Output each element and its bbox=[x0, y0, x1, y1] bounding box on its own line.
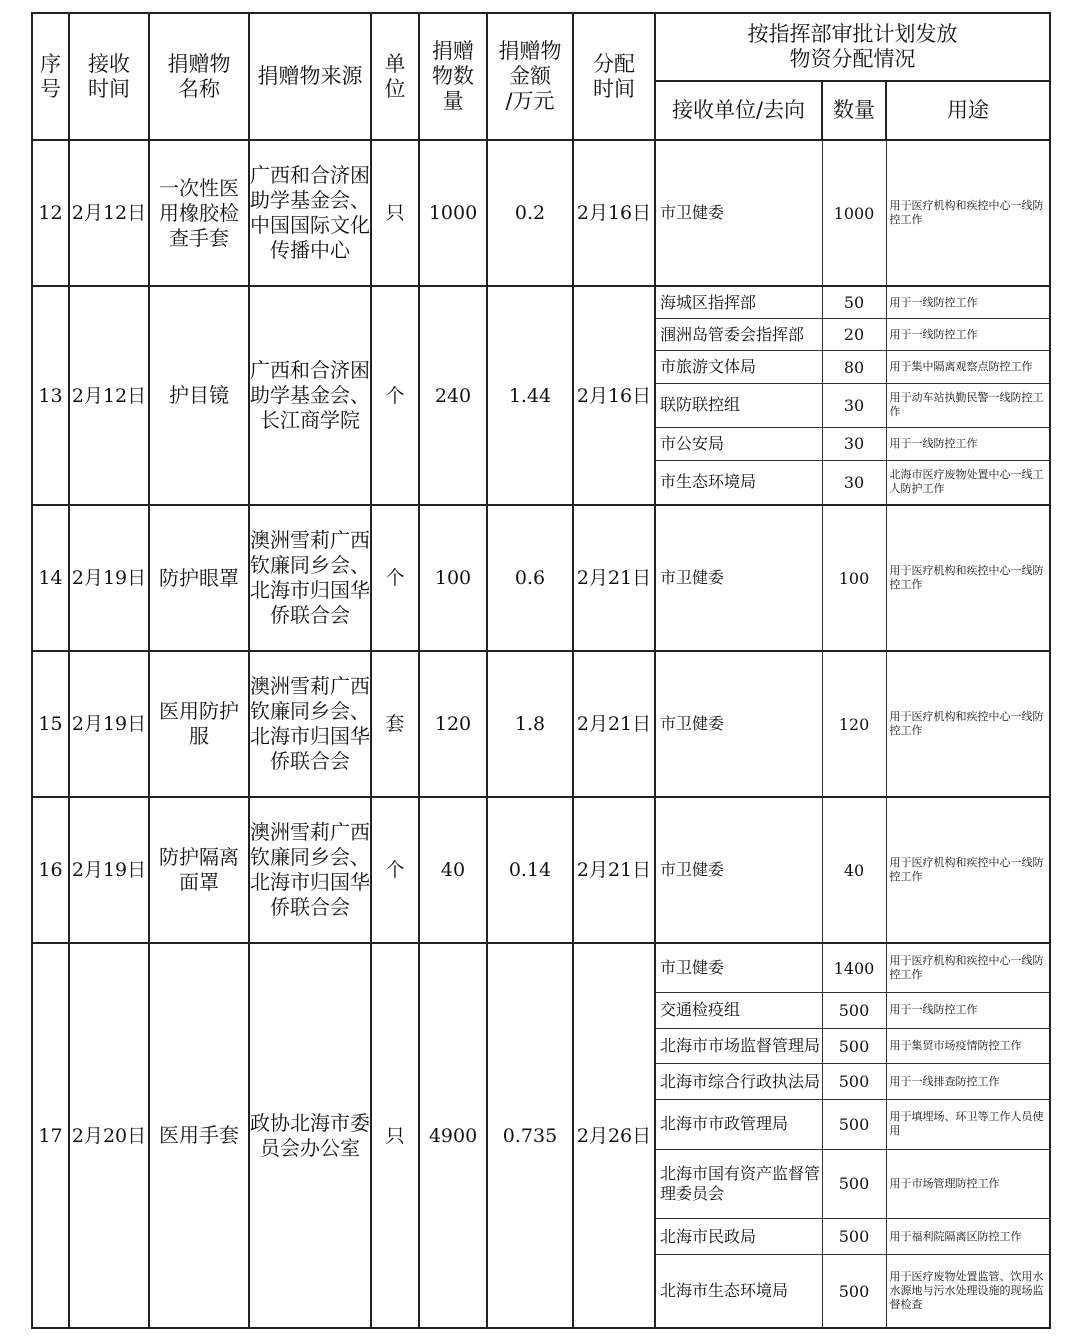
distribution-row bbox=[656, 944, 1049, 993]
recipient-cell: 涠洲岛管委会指挥部 bbox=[656, 319, 822, 351]
item-name-cell: 医用手套 bbox=[149, 943, 249, 1328]
distribution-row bbox=[656, 428, 1049, 460]
distribution-row bbox=[656, 141, 1049, 285]
purpose-cell: 用于一线防控工作 bbox=[886, 428, 1049, 460]
recipient-cell: 北海市综合行政执法局 bbox=[656, 1064, 822, 1100]
dist-qty-cell: 50 bbox=[822, 287, 886, 319]
item-name-cell: 防护眼罩 bbox=[149, 505, 249, 651]
distribution-row bbox=[656, 1100, 1049, 1149]
item-name-cell: 医用防护服 bbox=[149, 651, 249, 797]
dist-qty-cell: 500 bbox=[822, 993, 886, 1029]
table-row bbox=[32, 286, 1050, 505]
purpose-cell: 用于医疗废物处置监管、饮用水水源地与污水处理设施的现场监督检查 bbox=[889, 1270, 1044, 1312]
purpose-cell: 用于一线排查防控工作 bbox=[886, 1064, 1049, 1100]
dist-qty-cell: 30 bbox=[822, 428, 886, 460]
table-row bbox=[32, 797, 1050, 943]
dist-qty-cell: 30 bbox=[822, 460, 886, 504]
header-alloc-time: 分配 时间 bbox=[573, 13, 655, 140]
distribution-cell bbox=[655, 140, 1050, 286]
alloc-time-cell: 2月21日 bbox=[573, 651, 655, 797]
table-row bbox=[32, 140, 1050, 286]
header-recipient: 接收单位/去向 bbox=[656, 81, 822, 139]
table-row bbox=[32, 943, 1050, 1328]
recipient-cell: 市旅游文体局 bbox=[656, 351, 822, 383]
dist-qty-cell: 1400 bbox=[822, 944, 886, 993]
header-distribution bbox=[655, 13, 1050, 140]
dist-qty-cell: 500 bbox=[822, 1064, 886, 1100]
amount-cell: 0.2 bbox=[487, 140, 573, 286]
distribution-cell bbox=[655, 943, 1050, 1328]
header-row bbox=[32, 13, 1050, 140]
receive-time-cell: 2月19日 bbox=[69, 797, 149, 943]
purpose-cell: 用于医疗机构和疾控中心一线防控工作 bbox=[889, 856, 1044, 883]
header-unit: 单 位 bbox=[371, 13, 419, 140]
source-cell: 政协北海市委员会办公室 bbox=[249, 943, 371, 1328]
receive-time-cell: 2月19日 bbox=[69, 651, 149, 797]
quantity-cell: 240 bbox=[419, 286, 487, 505]
distribution-row bbox=[656, 351, 1049, 383]
distribution-row bbox=[656, 652, 1049, 796]
dist-qty-cell: 500 bbox=[822, 1219, 886, 1255]
amount-cell: 1.8 bbox=[487, 651, 573, 797]
purpose-cell: 用于填埋场、环卫等工作人员使用 bbox=[886, 1100, 1049, 1149]
alloc-time-cell: 2月16日 bbox=[573, 140, 655, 286]
distribution-row bbox=[656, 460, 1049, 504]
dist-qty-cell: 1000 bbox=[822, 141, 886, 285]
distribution-row bbox=[656, 1219, 1049, 1255]
seq-cell: 12 bbox=[32, 140, 69, 286]
recipient-cell: 联防联控组 bbox=[656, 383, 822, 428]
recipient-cell: 北海市国有资产监督管理委员会 bbox=[656, 1149, 822, 1219]
alloc-time-cell: 2月26日 bbox=[573, 943, 655, 1328]
header-source: 捐赠物来源 bbox=[249, 13, 371, 140]
source-cell: 广西和合济困助学基金会、中国国际文化传播中心 bbox=[249, 140, 371, 286]
dist-qty-cell: 30 bbox=[822, 383, 886, 428]
receive-time-cell: 2月20日 bbox=[69, 943, 149, 1328]
unit-cell: 个 bbox=[371, 286, 419, 505]
table-row bbox=[32, 505, 1050, 651]
dist-qty-cell: 40 bbox=[822, 798, 886, 942]
unit-cell: 个 bbox=[371, 797, 419, 943]
purpose-cell: 用于医疗机构和疾控中心一线防控工作 bbox=[889, 199, 1044, 226]
recipient-cell: 市卫健委 bbox=[656, 141, 822, 285]
distribution-row bbox=[656, 287, 1049, 319]
quantity-cell: 120 bbox=[419, 651, 487, 797]
item-name-cell: 防护隔离面罩 bbox=[149, 797, 249, 943]
distribution-row bbox=[656, 506, 1049, 650]
dist-qty-cell: 500 bbox=[822, 1255, 886, 1327]
header-purpose: 用途 bbox=[947, 98, 989, 122]
amount-cell: 0.735 bbox=[487, 943, 573, 1328]
receive-time-cell: 2月19日 bbox=[69, 505, 149, 651]
distribution-row bbox=[656, 798, 1049, 942]
purpose-cell: 用于医疗机构和疾控中心一线防控工作 bbox=[889, 710, 1044, 737]
distribution-row bbox=[656, 993, 1049, 1029]
unit-cell: 只 bbox=[371, 140, 419, 286]
dist-qty-cell: 500 bbox=[822, 1028, 886, 1064]
dist-qty-cell: 500 bbox=[822, 1100, 886, 1149]
recipient-cell: 市卫健委 bbox=[656, 944, 822, 993]
distribution-cell bbox=[655, 286, 1050, 505]
amount-cell: 0.14 bbox=[487, 797, 573, 943]
purpose-cell: 用于福利院隔离区防控工作 bbox=[886, 1219, 1049, 1255]
recipient-cell: 市卫健委 bbox=[656, 506, 822, 650]
recipient-cell: 北海市市政管理局 bbox=[656, 1100, 822, 1149]
item-name-cell: 护目镜 bbox=[149, 286, 249, 505]
dist-qty-cell: 120 bbox=[822, 652, 886, 796]
purpose-cell: 用于集贸市场疫情防控工作 bbox=[886, 1028, 1049, 1064]
source-cell: 澳洲雪莉广西钦廉同乡会、北海市归国华侨联合会 bbox=[249, 797, 371, 943]
dist-qty-cell: 20 bbox=[822, 319, 886, 351]
dist-qty-cell: 80 bbox=[822, 351, 886, 383]
header-dist-qty: 数量 bbox=[822, 81, 886, 139]
unit-cell: 套 bbox=[371, 651, 419, 797]
distribution-cell bbox=[655, 505, 1050, 651]
distribution-cell bbox=[655, 651, 1050, 797]
quantity-cell: 40 bbox=[419, 797, 487, 943]
quantity-cell: 100 bbox=[419, 505, 487, 651]
recipient-cell: 北海市市场监督管理局 bbox=[656, 1028, 822, 1064]
receive-time-cell: 2月12日 bbox=[69, 140, 149, 286]
source-cell: 澳洲雪莉广西钦廉同乡会、北海市归国华侨联合会 bbox=[249, 651, 371, 797]
recipient-cell: 市卫健委 bbox=[656, 798, 822, 942]
amount-cell: 0.6 bbox=[487, 505, 573, 651]
distribution-row bbox=[656, 383, 1049, 428]
header-amount: 捐赠物 金额 /万元 bbox=[487, 13, 573, 140]
distribution-row bbox=[656, 1255, 1049, 1327]
distribution-row bbox=[656, 319, 1049, 351]
distribution-cell bbox=[655, 797, 1050, 943]
donation-table bbox=[31, 12, 1051, 1329]
distribution-title: 按指挥部审批计划发放 物资分配情况 bbox=[656, 14, 1049, 81]
purpose-cell: 用于一线防控工作 bbox=[886, 993, 1049, 1029]
purpose-cell: 用于医疗机构和疾控中心一线防控工作 bbox=[889, 564, 1044, 591]
source-cell: 广西和合济困助学基金会、长江商学院 bbox=[249, 286, 371, 505]
distribution-row bbox=[656, 1064, 1049, 1100]
distribution-row bbox=[656, 1028, 1049, 1064]
seq-cell: 15 bbox=[32, 651, 69, 797]
recipient-cell: 北海市民政局 bbox=[656, 1219, 822, 1255]
recipient-cell: 海城区指挥部 bbox=[656, 287, 822, 319]
recipient-cell: 市生态环境局 bbox=[656, 460, 822, 504]
dist-qty-cell: 500 bbox=[822, 1149, 886, 1219]
alloc-time-cell: 2月21日 bbox=[573, 797, 655, 943]
recipient-cell: 交通检疫组 bbox=[656, 993, 822, 1029]
alloc-time-cell: 2月21日 bbox=[573, 505, 655, 651]
purpose-cell: 用于市场管理防控工作 bbox=[886, 1149, 1049, 1219]
unit-cell: 只 bbox=[371, 943, 419, 1328]
source-cell: 澳洲雪莉广西钦廉同乡会、北海市归国华侨联合会 bbox=[249, 505, 371, 651]
quantity-cell: 4900 bbox=[419, 943, 487, 1328]
purpose-cell: 用于一线防控工作 bbox=[886, 319, 1049, 351]
seq-cell: 14 bbox=[32, 505, 69, 651]
header-quantity: 捐赠 物数 量 bbox=[419, 13, 487, 140]
amount-cell: 1.44 bbox=[487, 286, 573, 505]
header-item-name: 捐赠物 名称 bbox=[149, 13, 249, 140]
seq-cell: 16 bbox=[32, 797, 69, 943]
purpose-cell: 用于动车站执勤民警一线防控工作 bbox=[886, 383, 1049, 428]
header-receive-time: 接收 时间 bbox=[69, 13, 149, 140]
distribution-row bbox=[656, 1149, 1049, 1219]
recipient-cell: 市公安局 bbox=[656, 428, 822, 460]
seq-cell: 13 bbox=[32, 286, 69, 505]
alloc-time-cell: 2月16日 bbox=[573, 286, 655, 505]
purpose-cell: 用于医疗机构和疾控中心一线防控工作 bbox=[886, 944, 1049, 993]
purpose-cell: 用于集中隔离观察点防控工作 bbox=[886, 351, 1049, 383]
recipient-cell: 北海市生态环境局 bbox=[656, 1255, 822, 1327]
header-seq: 序 号 bbox=[32, 13, 69, 140]
unit-cell: 个 bbox=[371, 505, 419, 651]
recipient-cell: 市卫健委 bbox=[656, 652, 822, 796]
purpose-cell: 用于一线防控工作 bbox=[886, 287, 1049, 319]
purpose-cell: 北海市医疗废物处置中心一线工人防护工作 bbox=[889, 468, 1044, 496]
dist-qty-cell: 100 bbox=[822, 506, 886, 650]
seq-cell: 17 bbox=[32, 943, 69, 1328]
table-row bbox=[32, 651, 1050, 797]
receive-time-cell: 2月12日 bbox=[69, 286, 149, 505]
item-name-cell: 一次性医用橡胶检查手套 bbox=[149, 140, 249, 286]
quantity-cell: 1000 bbox=[419, 140, 487, 286]
